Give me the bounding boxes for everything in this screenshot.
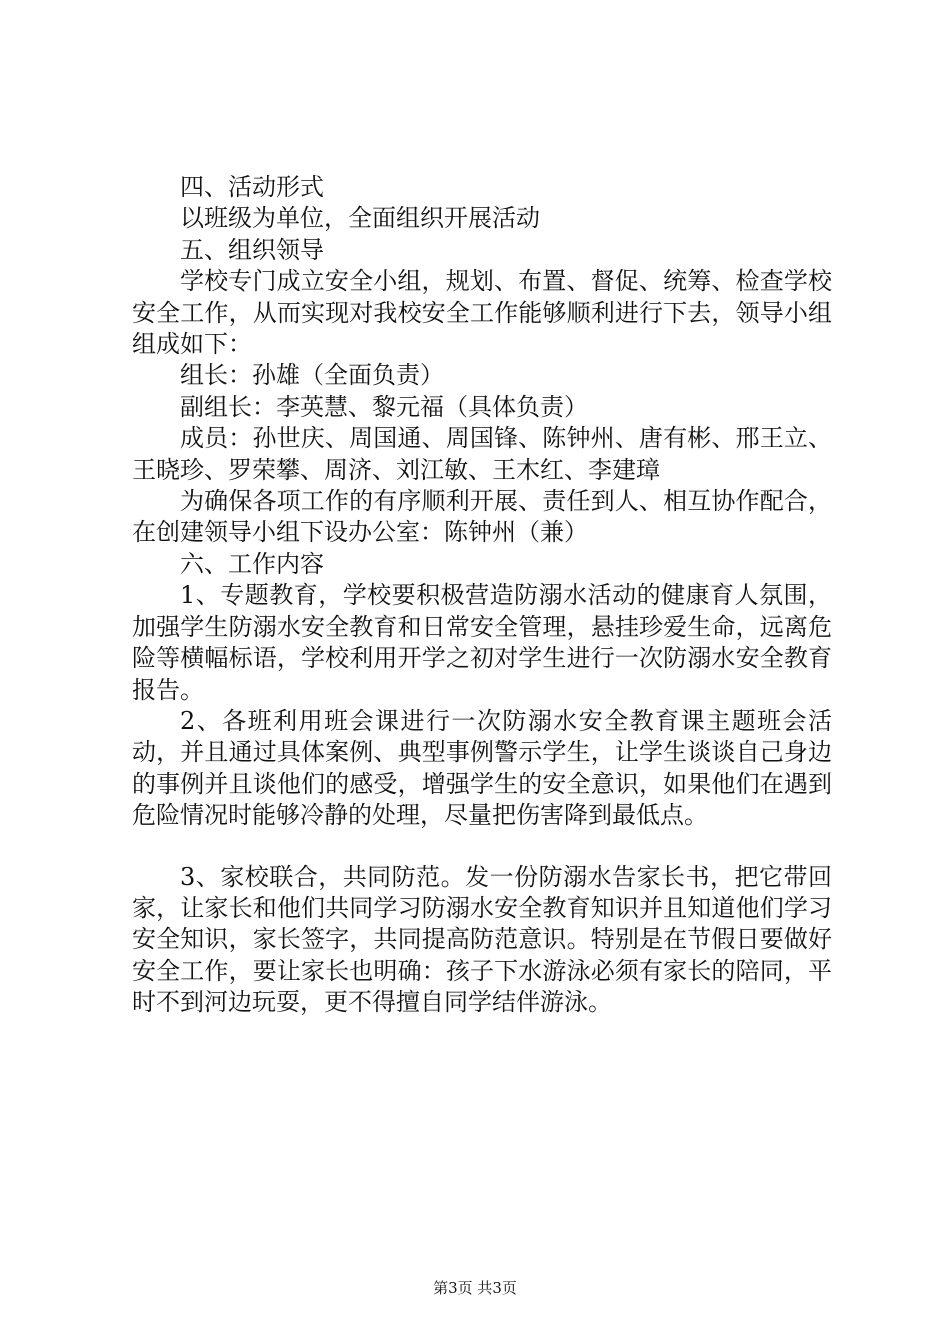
paragraph-office: 为确保各项工作的有序顺利开展、责任到人、相互协作配合，在创建领导小组下设办公室：陈钟州（兼） bbox=[132, 487, 832, 547]
heading-work-content: 六、工作内容 bbox=[180, 549, 324, 578]
paragraph-item-3: 3、家校联合，共同防范。发一份防溺水告家长书，把它带回家，让家长和他们共同学习防溺水安全教育知识并且知道他们学习安全知识，家长签字，共同提高防范意识。特别是在节假日要做好安全工作，要让家长也明确：孩子下水游泳必须有家长的陪同，平时不到河边玩耍，更不得擅自同学结伴游泳。 bbox=[132, 862, 832, 1017]
paragraph-item-2: 2、各班利用班会课进行一次防溺水安全教育课主题班会活动，并且通过具体案例、典型事例警示学生，让学生谈谈自己身边的事例并且谈他们的感受，增强学生的安全意识，如果他们在遇到危险情况时能够冷静的处理，尽量把伤害降到最低点。 bbox=[132, 706, 832, 830]
paragraph-safety-group: 学校专门成立安全小组，规划、布置、督促、统筹、检查学校安全工作，从而实现对我校安全工作能够顺利进行下去，领导小组组成如下： bbox=[132, 267, 832, 359]
page-number: 第3页 共3页 bbox=[433, 1279, 517, 1297]
heading-organization: 五、组织领导 bbox=[180, 235, 324, 264]
paragraph-activity-unit: 以班级为单位，全面组织开展活动 bbox=[180, 204, 540, 233]
paragraph-deputy-leaders: 副组长：李英慧、黎元福（具体负责） bbox=[180, 392, 588, 421]
document-body bbox=[132, 172, 832, 1019]
heading-activity-form: 四、活动形式 bbox=[180, 173, 324, 201]
paragraph-members: 成员：孙世庆、周国通、周国锋、陈钟州、唐有彬、邢王立、王晓珍、罗荣攀、周济、刘江敏、王木红、李建璋 bbox=[132, 424, 832, 484]
paragraph-item-1: 1、专题教育，学校要积极营造防溺水活动的健康育人氛围，加强学生防溺水安全教育和日常安全管理，悬挂珍爱生命，远离危险等横幅标语，学校利用开学之初对学生进行一次防溺水安全教育报告。 bbox=[132, 581, 832, 704]
paragraph-group-leader: 组长：孙雄（全面负责） bbox=[180, 361, 444, 390]
